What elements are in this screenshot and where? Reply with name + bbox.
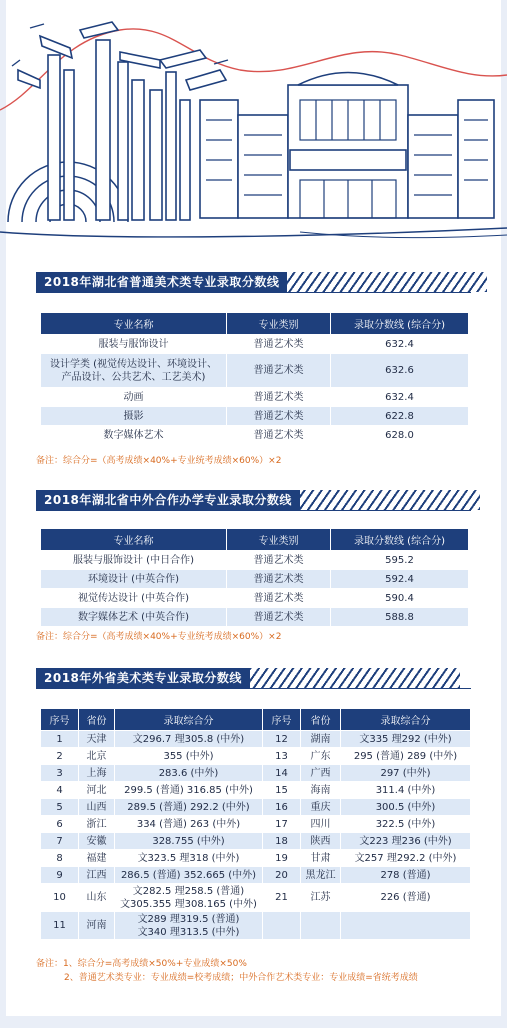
table-row	[41, 748, 471, 765]
admission-score: 334 (普通) 263 (中外)	[115, 816, 263, 833]
row-number: 4	[41, 782, 79, 799]
admission-score: 文289 理319.5 (普通) 文340 理313.5 (中外)	[115, 912, 263, 940]
table-row	[41, 354, 469, 388]
province: 山西	[79, 799, 115, 816]
table-row	[41, 782, 471, 799]
province: 陕西	[301, 833, 341, 850]
admission-score: 595.2	[331, 551, 469, 570]
table-row	[41, 551, 469, 570]
admission-score: 文257 理292.2 (中外)	[341, 850, 471, 867]
table-row	[41, 570, 469, 589]
province: 河南	[79, 912, 115, 940]
table-row	[41, 912, 471, 940]
row-number: 21	[263, 884, 301, 912]
row-number: 16	[263, 799, 301, 816]
admission-score: 286.5 (普通) 352.665 (中外)	[115, 867, 263, 884]
column-header: 省份	[79, 709, 115, 731]
section1-underline	[36, 292, 471, 293]
province: 湖南	[301, 731, 341, 748]
admission-score: 592.4	[331, 570, 469, 589]
admission-score: 299.5 (普通) 316.85 (中外)	[115, 782, 263, 799]
province: 浙江	[79, 816, 115, 833]
section2-underline	[36, 510, 471, 511]
section2-note: 备注：综合分=（高考成绩×40%+专业统考成绩×60%）×2	[36, 632, 282, 642]
section2-stripes	[300, 490, 480, 510]
table-row	[41, 426, 469, 445]
row-number: 6	[41, 816, 79, 833]
province: 北京	[79, 748, 115, 765]
major-category: 普通艺术类	[227, 608, 331, 627]
major-name: 服装与服饰设计	[41, 335, 227, 354]
major-name: 动画	[41, 388, 227, 407]
table-row	[41, 608, 469, 627]
row-number: 8	[41, 850, 79, 867]
province: 天津	[79, 731, 115, 748]
row-number: 3	[41, 765, 79, 782]
section2-table	[40, 528, 469, 627]
admission-score: 632.4	[331, 335, 469, 354]
major-name: 数字媒体艺术	[41, 426, 227, 445]
admission-score: 文223 理236 (中外)	[341, 833, 471, 850]
column-header: 专业名称	[41, 529, 227, 551]
province: 上海	[79, 765, 115, 782]
column-header: 录取分数线 (综合分)	[331, 313, 469, 335]
row-number: 10	[41, 884, 79, 912]
section2-header-row	[41, 529, 469, 551]
major-name: 服装与服饰设计 (中日合作)	[41, 551, 227, 570]
admission-score: 295 (普通) 289 (中外)	[341, 748, 471, 765]
row-number: 19	[263, 850, 301, 867]
column-header: 录取综合分	[341, 709, 471, 731]
section1-table	[40, 312, 469, 445]
row-number: 1	[41, 731, 79, 748]
major-name: 视觉传达设计 (中英合作)	[41, 589, 227, 608]
section1-note: 备注：综合分=（高考成绩×40%+专业统考成绩×60%）×2	[36, 456, 282, 466]
row-number	[263, 912, 301, 940]
province: 福建	[79, 850, 115, 867]
province: 重庆	[301, 799, 341, 816]
section3-table	[40, 708, 471, 940]
province: 江西	[79, 867, 115, 884]
major-name: 数字媒体艺术 (中英合作)	[41, 608, 227, 627]
row-number: 12	[263, 731, 301, 748]
table-row	[41, 731, 471, 748]
section1-stripes	[287, 272, 487, 292]
province: 山东	[79, 884, 115, 912]
province	[301, 912, 341, 940]
row-number: 18	[263, 833, 301, 850]
admission-score	[341, 912, 471, 940]
admission-score: 628.0	[331, 426, 469, 445]
province: 江苏	[301, 884, 341, 912]
province: 广东	[301, 748, 341, 765]
major-name: 摄影	[41, 407, 227, 426]
major-category: 普通艺术类	[227, 407, 331, 426]
admission-score: 632.4	[331, 388, 469, 407]
admission-score: 322.5 (中外)	[341, 816, 471, 833]
table-row	[41, 850, 471, 867]
column-header: 省份	[301, 709, 341, 731]
section3-stripes	[250, 668, 460, 688]
column-header: 序号	[41, 709, 79, 731]
province: 河北	[79, 782, 115, 799]
section1-header-row	[41, 313, 469, 335]
table-row	[41, 335, 469, 354]
row-number: 9	[41, 867, 79, 884]
major-category: 普通艺术类	[227, 388, 331, 407]
province: 安徽	[79, 833, 115, 850]
section2-title: 2018年湖北省中外合作办学专业录取分数线	[36, 490, 300, 510]
province: 黑龙江	[301, 867, 341, 884]
section3-note-2: 2、普通艺术类专业：专业成绩=校考成绩；中外合作艺术类专业：专业成绩=省统考成绩	[64, 973, 418, 983]
province: 四川	[301, 816, 341, 833]
table-row	[41, 833, 471, 850]
major-category: 普通艺术类	[227, 551, 331, 570]
table-row	[41, 388, 469, 407]
province: 广西	[301, 765, 341, 782]
major-category: 普通艺术类	[227, 589, 331, 608]
admission-score: 588.8	[331, 608, 469, 627]
admission-score: 226 (普通)	[341, 884, 471, 912]
row-number: 2	[41, 748, 79, 765]
admission-score: 文296.7 理305.8 (中外)	[115, 731, 263, 748]
major-category: 普通艺术类	[227, 570, 331, 589]
section3-header-row	[41, 709, 471, 731]
table-row	[41, 799, 471, 816]
section3-header	[36, 668, 460, 688]
major-name: 设计学类 (视觉传达设计、环境设计、 产品设计、公共艺术、工艺美术)	[41, 354, 227, 388]
table-row	[41, 867, 471, 884]
row-number: 14	[263, 765, 301, 782]
section3-underline	[36, 688, 471, 689]
row-number: 17	[263, 816, 301, 833]
table-row	[41, 765, 471, 782]
row-number: 20	[263, 867, 301, 884]
section3-note-1: 备注：1、综合分=高考成绩×50%+专业成绩×50%	[36, 959, 247, 969]
major-category: 普通艺术类	[227, 426, 331, 445]
row-number: 7	[41, 833, 79, 850]
campus-illustration	[0, 0, 507, 245]
admission-score: 289.5 (普通) 292.2 (中外)	[115, 799, 263, 816]
admission-score: 355 (中外)	[115, 748, 263, 765]
major-category: 普通艺术类	[227, 335, 331, 354]
row-number: 11	[41, 912, 79, 940]
row-number: 15	[263, 782, 301, 799]
row-number: 13	[263, 748, 301, 765]
admission-score: 文335 理292 (中外)	[341, 731, 471, 748]
admission-score: 632.6	[331, 354, 469, 388]
column-header: 专业类别	[227, 529, 331, 551]
column-header: 专业名称	[41, 313, 227, 335]
column-header: 录取综合分	[115, 709, 263, 731]
bottom-band	[0, 1016, 507, 1028]
admission-score: 590.4	[331, 589, 469, 608]
province: 海南	[301, 782, 341, 799]
column-header: 序号	[263, 709, 301, 731]
section1-header	[36, 272, 487, 292]
table-row	[41, 884, 471, 912]
section2-header	[36, 490, 480, 510]
column-header: 录取分数线 (综合分)	[331, 529, 469, 551]
admission-score: 文282.5 理258.5 (普通) 文305.355 理308.165 (中外)	[115, 884, 263, 912]
admission-score: 文323.5 理318 (中外)	[115, 850, 263, 867]
table-row	[41, 589, 469, 608]
table-row	[41, 407, 469, 426]
major-name: 环境设计 (中英合作)	[41, 570, 227, 589]
table-row	[41, 816, 471, 833]
section3-title: 2018年外省美术类专业录取分数线	[36, 668, 250, 688]
admission-score: 311.4 (中外)	[341, 782, 471, 799]
column-header: 专业类别	[227, 313, 331, 335]
province: 甘肃	[301, 850, 341, 867]
admission-score: 328.755 (中外)	[115, 833, 263, 850]
section1-title: 2018年湖北省普通美术类专业录取分数线	[36, 272, 287, 292]
admission-score: 278 (普通)	[341, 867, 471, 884]
admission-score: 300.5 (中外)	[341, 799, 471, 816]
major-category: 普通艺术类	[227, 354, 331, 388]
admission-score: 622.8	[331, 407, 469, 426]
admission-score: 283.6 (中外)	[115, 765, 263, 782]
row-number: 5	[41, 799, 79, 816]
admission-score: 297 (中外)	[341, 765, 471, 782]
